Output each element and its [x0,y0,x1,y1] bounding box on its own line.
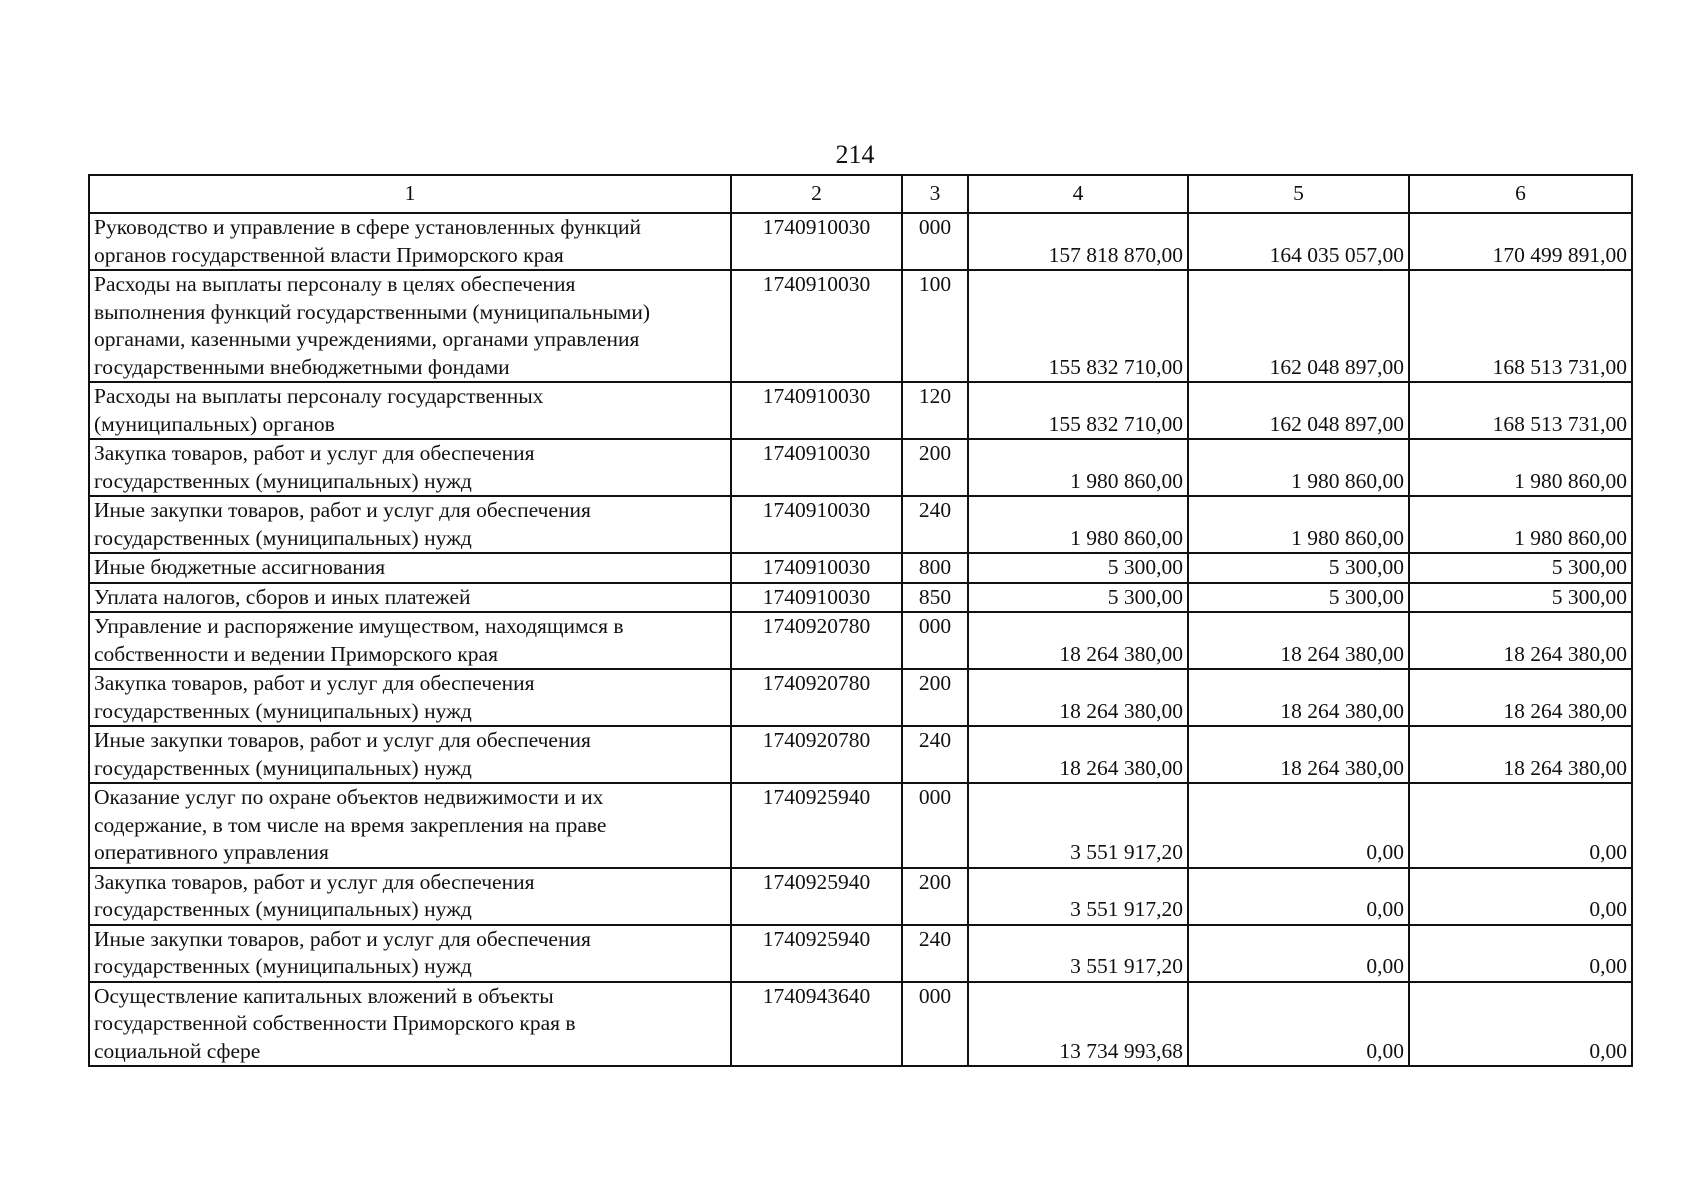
row-amount-col4: 155 832 710,00 [968,382,1188,439]
row-amount-col5: 0,00 [1188,868,1409,925]
row-description: Закупка товаров, работ и услуг для обеспечения государственных (муниципальных) нужд [89,439,731,496]
row-type: 100 [902,270,968,382]
row-code: 1740910030 [731,270,902,382]
row-amount-col4: 18 264 380,00 [968,669,1188,726]
row-type: 240 [902,925,968,982]
row-description: Расходы на выплаты персоналу в целях обеспечения выполнения функций государственными (муниципальными) органами, казенными учреждениями, органами управления государственными внебюджетными фондами [89,270,731,382]
row-amount-col4: 18 264 380,00 [968,726,1188,783]
row-description: Осуществление капитальных вложений в объекты государственной собственности Приморского края в социальной сфере [89,982,731,1067]
row-amount-col6: 0,00 [1409,868,1632,925]
row-amount-col5: 18 264 380,00 [1188,612,1409,669]
table-row [89,868,1632,925]
row-amount-col6: 168 513 731,00 [1409,382,1632,439]
row-type: 200 [902,669,968,726]
row-type: 000 [902,783,968,868]
row-type: 000 [902,982,968,1067]
column-header-4: 4 [968,175,1188,213]
table-row [89,583,1632,613]
row-amount-col6: 0,00 [1409,783,1632,868]
table-row [89,612,1632,669]
row-amount-col6: 1 980 860,00 [1409,439,1632,496]
row-description: Иные бюджетные ассигнования [89,553,731,583]
row-amount-col4: 5 300,00 [968,583,1188,613]
row-description: Иные закупки товаров, работ и услуг для обеспечения государственных (муниципальных) нужд [89,726,731,783]
row-amount-col5: 0,00 [1188,783,1409,868]
row-amount-col5: 1 980 860,00 [1188,439,1409,496]
row-amount-col5: 164 035 057,00 [1188,213,1409,270]
table-row [89,213,1632,270]
column-header-3: 3 [902,175,968,213]
table-row [89,496,1632,553]
row-amount-col4: 1 980 860,00 [968,439,1188,496]
row-description: Оказание услуг по охране объектов недвижимости и их содержание, в том числе на время закрепления на праве оперативного управления [89,783,731,868]
row-amount-col4: 3 551 917,20 [968,783,1188,868]
row-code: 1740925940 [731,783,902,868]
table-row [89,382,1632,439]
page-number: 214 [835,140,875,169]
row-code: 1740910030 [731,553,902,583]
row-description: Управление и распоряжение имуществом, находящимся в собственности и ведении Приморского края [89,612,731,669]
budget-table [88,174,1633,1067]
row-amount-col6: 18 264 380,00 [1409,669,1632,726]
row-amount-col5: 18 264 380,00 [1188,669,1409,726]
row-amount-col6: 18 264 380,00 [1409,726,1632,783]
row-type: 850 [902,583,968,613]
row-code: 1740910030 [731,439,902,496]
row-amount-col6: 0,00 [1409,982,1632,1067]
row-description: Уплата налогов, сборов и иных платежей [89,583,731,613]
table-row [89,982,1632,1067]
row-amount-col4: 3 551 917,20 [968,868,1188,925]
table-row [89,783,1632,868]
row-type: 000 [902,213,968,270]
row-code: 1740920780 [731,612,902,669]
row-description: Закупка товаров, работ и услуг для обеспечения государственных (муниципальных) нужд [89,669,731,726]
row-description: Иные закупки товаров, работ и услуг для обеспечения государственных (муниципальных) нужд [89,925,731,982]
table-row [89,669,1632,726]
row-amount-col5: 1 980 860,00 [1188,496,1409,553]
row-code: 1740920780 [731,726,902,783]
column-header-2: 2 [731,175,902,213]
row-code: 1740910030 [731,583,902,613]
table-row [89,925,1632,982]
row-type: 200 [902,868,968,925]
row-amount-col5: 5 300,00 [1188,583,1409,613]
row-code: 1740925940 [731,868,902,925]
row-amount-col5: 0,00 [1188,925,1409,982]
row-type: 120 [902,382,968,439]
row-description: Руководство и управление в сфере установленных функций органов государственной власти Приморского края [89,213,731,270]
row-code: 1740925940 [731,925,902,982]
column-header-5: 5 [1188,175,1409,213]
row-amount-col5: 18 264 380,00 [1188,726,1409,783]
row-code: 1740920780 [731,669,902,726]
row-code: 1740910030 [731,213,902,270]
table-row [89,726,1632,783]
table-body [89,213,1632,1066]
column-header-1: 1 [89,175,731,213]
row-amount-col4: 155 832 710,00 [968,270,1188,382]
row-amount-col6: 168 513 731,00 [1409,270,1632,382]
header-row [89,175,1632,213]
row-amount-col6: 1 980 860,00 [1409,496,1632,553]
table-row [89,270,1632,382]
table-row [89,439,1632,496]
row-type: 200 [902,439,968,496]
row-amount-col4: 5 300,00 [968,553,1188,583]
row-description: Иные закупки товаров, работ и услуг для обеспечения государственных (муниципальных) нужд [89,496,731,553]
table-row [89,553,1632,583]
row-amount-col6: 5 300,00 [1409,583,1632,613]
table-header [89,175,1632,213]
row-description: Расходы на выплаты персоналу государственных (муниципальных) органов [89,382,731,439]
row-amount-col4: 3 551 917,20 [968,925,1188,982]
row-amount-col6: 170 499 891,00 [1409,213,1632,270]
row-code: 1740910030 [731,496,902,553]
row-amount-col5: 0,00 [1188,982,1409,1067]
row-amount-col6: 5 300,00 [1409,553,1632,583]
row-amount-col5: 5 300,00 [1188,553,1409,583]
row-amount-col4: 1 980 860,00 [968,496,1188,553]
row-type: 240 [902,496,968,553]
row-amount-col4: 13 734 993,68 [968,982,1188,1067]
row-amount-col4: 18 264 380,00 [968,612,1188,669]
row-code: 1740910030 [731,382,902,439]
row-description: Закупка товаров, работ и услуг для обеспечения государственных (муниципальных) нужд [89,868,731,925]
row-code: 1740943640 [731,982,902,1067]
row-amount-col6: 0,00 [1409,925,1632,982]
column-header-6: 6 [1409,175,1632,213]
row-type: 800 [902,553,968,583]
row-amount-col4: 157 818 870,00 [968,213,1188,270]
row-amount-col6: 18 264 380,00 [1409,612,1632,669]
row-amount-col5: 162 048 897,00 [1188,270,1409,382]
row-type: 000 [902,612,968,669]
row-amount-col5: 162 048 897,00 [1188,382,1409,439]
row-type: 240 [902,726,968,783]
